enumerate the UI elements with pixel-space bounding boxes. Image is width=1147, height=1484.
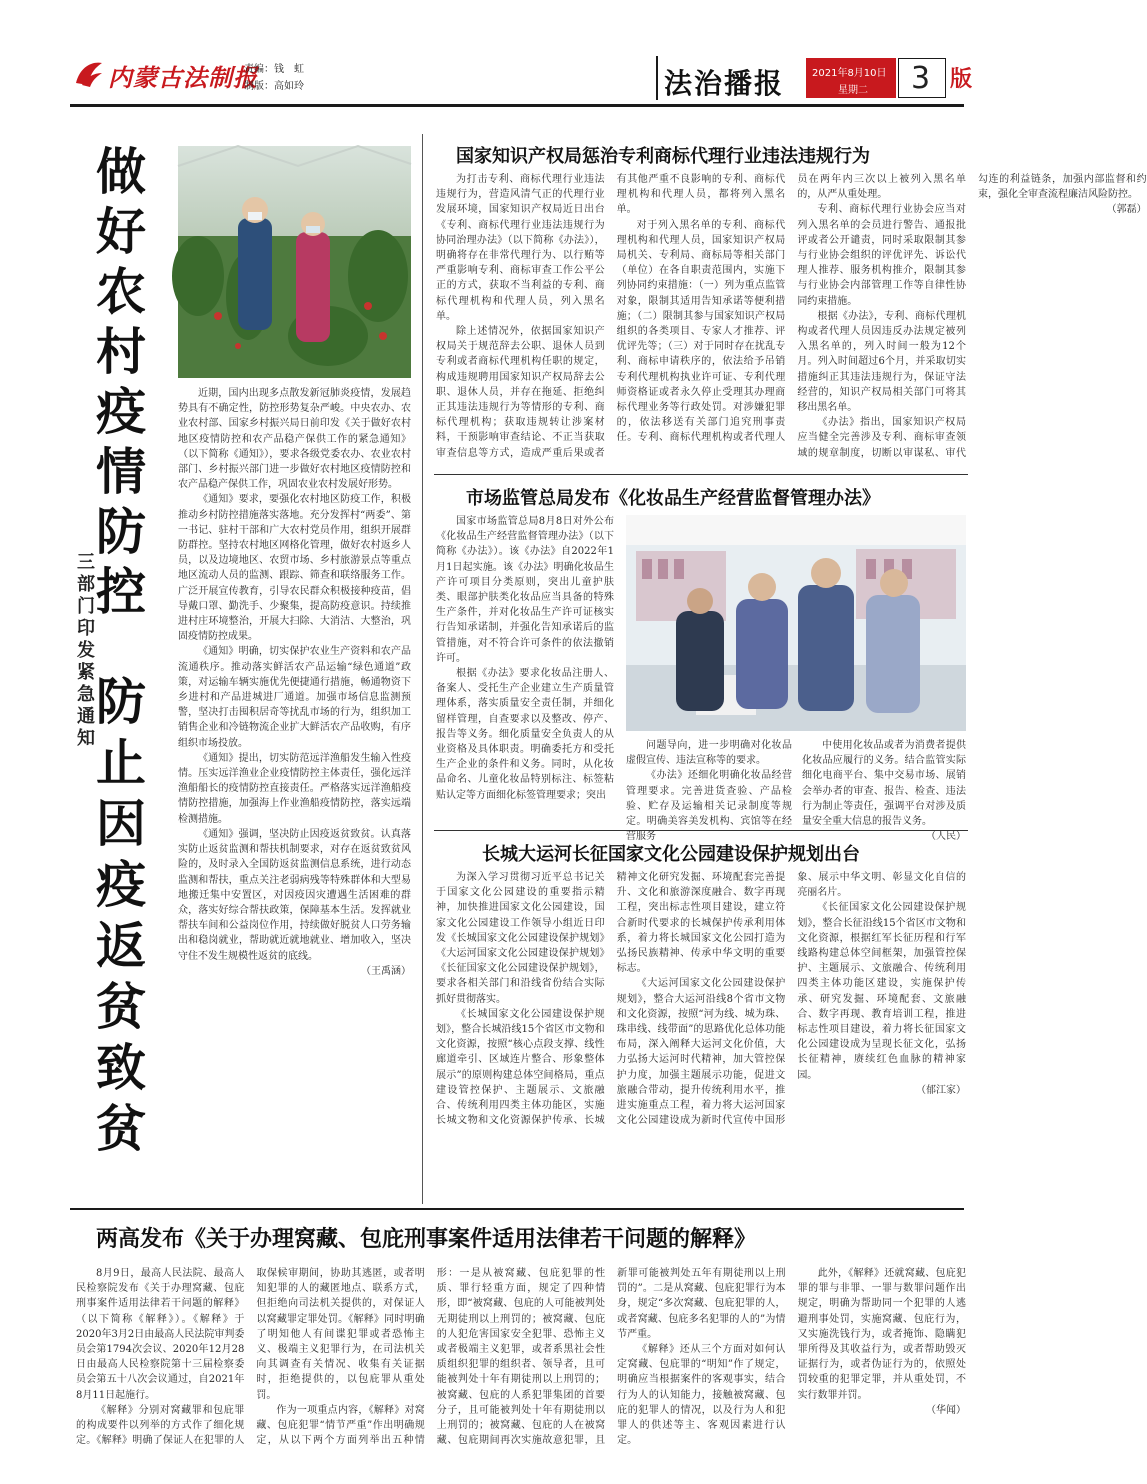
- ip-title: 国家知识产权局惩治专利商标代理行业违法违规行为: [456, 146, 870, 167]
- ip-paragraph: 《办法》指出，国家知识产权局应当健全完善涉及专利、商标审查领域的规章制度，切断以审谋私、审代勾连的利益链条，加强内部监督和约束，强化全审查流程廉洁风险防控。: [797, 174, 1147, 459]
- epidemic-title-part2: 防止因疫返贫致贫: [96, 673, 146, 1158]
- cosmetics-title: 市场监管总局发布《化妆品生产经营监督管理办法》: [466, 488, 880, 509]
- cosmetics-divider: [434, 830, 968, 831]
- epidemic-byline: （王禹涵）: [361, 965, 411, 977]
- section-divider: [656, 56, 658, 100]
- canal-paragraph: 《长征国家文化公园建设保护规划》，整合长征沿线15个省区市文物和文化资源，根据红军长征历程和行军线路构建总体空间框架，加强管控保护、主题展示、文旅融合、传统利用四类主体功能区建设，实施保护传承、研究发掘、环境配套、文旅融合、数字再现、教育培训工程，推进标志性项目建设，着力将长征国家文化公园建设成为呈现长征文化，弘扬长征精神，赓续红色血脉的精神家园。: [797, 902, 966, 1081]
- page-number-box: [898, 58, 946, 98]
- paper-name: 内蒙古法制报: [108, 64, 258, 92]
- masthead-rule: [70, 104, 964, 107]
- cosmetics-photo: [626, 515, 966, 731]
- page-suffix: 版: [950, 67, 973, 92]
- epidemic-body: [178, 386, 411, 1126]
- law-byline: （华闻）: [925, 1404, 966, 1416]
- canal-body: [436, 870, 966, 1198]
- canal-paragraph: 为深入学习贯彻习近平总书记关于国家文化公园建设的重要指示精神，加快推进国家文化公园建设，国家文化公园建设工作领导小组近日印发《长城国家文化公园建设保护规划》《大运河国家文化公园建设保护规划》《长征国家文化公园建设保护规划》，要求各相关部门和沿线省份结合实际抓好贯彻落实。: [436, 872, 605, 1005]
- ip-divider: [434, 474, 968, 475]
- epidemic-paragraph: 《通知》明确，切实保护农业生产资料和农产品流通秩序。推动落实鲜活农产品运输“绿色通道”政策，对运输车辆实施优先便捷通行措施，畅通物资下乡进村和产品进城进厂通道。加强市场信息监测预警，坚决打击囤积居奇等扰乱市场的行为，组织加工销售企业和冷链物流企业扩大鲜活农产品收购，有序组织市场投放。: [178, 646, 411, 749]
- canal-title: 长城大运河长征国家文化公园建设保护规划出台: [482, 844, 860, 865]
- masthead: [0, 0, 1024, 118]
- epidemic-title-part1: 做好农村疫情防控: [96, 143, 146, 621]
- cosmetics-col1: [436, 514, 614, 822]
- law-body: [76, 1266, 966, 1476]
- epidemic-paragraph: 《通知》提出，切实防范远洋渔船发生输入性疫情。压实远洋渔业企业疫情防控主体责任，强化远洋渔船船长的疫情防控直接责任。严格落实远洋渔船疫情防控措施，加强海上作业渔船疫情防控，落实远端检测措施。: [178, 752, 411, 825]
- canal-paragraph: 《大运河国家文化公园建设保护规划》，整合大运河沿线8个省市文物和文化资源，按照“河为线、城为珠、珠串线、线带面”的思路优化总体功能布局，深入阐释大运河文化价值，大力弘扬大运河时代精神，加大管控保护力度，加强主题展示功能，促进文旅融合带动，提升传统利用水平，推进实施重点工程，着力将大运河国家文化公园建设成为新时代宣传中国形象、展示中华文明、彰显文化自信的亮丽名片。: [616, 872, 966, 1127]
- ip-byline: （郭磊）: [1106, 204, 1147, 216]
- ip-paragraph: 除上述情况外，依据国家知识产权局关于规范辞去公职、退休人员到专利或者商标代理机构任职的规定，构成违规聘用国家知识产权局辞去公职、退休人员，并存在拖延、拒绝纠正其违法违规行为等情形的专利、商标代理机构；获取违规转让涉案材料，干预影响审查结论、不正当获取审查信息等方式，造成严重后果或者有其他严重不良影响的专利、商标代理机构和代理人员，都将列入黑名单。: [436, 174, 786, 459]
- cosmetics-paragraph: 问题导向，进一步明确对化妆品虚假宣传、违法宣称等的要求。: [626, 740, 792, 767]
- canal-byline: （郁江家）: [915, 1084, 966, 1096]
- column-divider: [422, 134, 423, 1204]
- law-paragraph: 此外，《解释》还就窝藏、包庇犯罪的罪与非罪、一罪与数罪问题作出规定，明确为帮助同一个犯罪的人逃避刑事处罚，实施窝藏、包庇行为，又实施洗钱行为，或者掩饰、隐瞒犯罪所得及其收益行为，或者帮助毁灭证据行为，或者伪证行为的，依照处罚较重的犯罪定罪，并从重处罚，不实行数罪并罚。: [797, 1268, 966, 1401]
- editor-label: 责编：钱 虹: [244, 64, 304, 75]
- epidemic-paragraph: 《通知》要求，要强化农村地区防疫工作，积极推动乡村防控措施落实落地。充分发挥村“两委”、第一书记、驻村干部和广大农村党员作用，组织开展群防群控。坚持农村地区网格化管理，做好农村返乡人员，以及边境地区、农贸市场、乡村旅游景点等重点地区流动人员的监测、跟踪、筛查和联络服务工作。广泛开展宣传教育，引导农民群众积极接种疫苗，倡导戴口罩、勤洗手、少聚集，提高防疫意识。持续推进村庄环境整治，开展大扫除、大消洁、大整治，巩固疫情防控成果。: [178, 494, 411, 643]
- cosmetics-photo-art: [626, 515, 966, 731]
- production-label: 制版：高如玲: [244, 81, 304, 92]
- ip-paragraph: 对于列入黑名单的专利、商标代理机构和代理人员，国家知识产权局局机关、专利局、商标局等相关部门（单位）在各自职责范围内，实施下列协同约束措施：（一）列为重点监管对象，限制其适用告知承诺等便利措施；（二）限制其参与国家知识产权局组织的各类项目、专家人才推荐、评优评先等；（三）对于同时存在扰乱专利、商标申请秩序的，依法给予吊销专利代理机构执业许可证、专利代理师资格证或者永久停止受理其办理商标代理业务等行政处罚。对涉嫌犯罪的，依法移送有关部门追究刑事责任。专利、商标代理机构或者代理人员在两年内三次以上被列入黑名单的，从严从重处理。: [616, 174, 966, 444]
- page-number: 3: [911, 61, 931, 96]
- issue-date: 2021年8月10日: [812, 68, 887, 79]
- section-title: 法治播报: [664, 67, 785, 100]
- date-block: [806, 58, 896, 98]
- law-paragraph: 《解释》还从三个方面对如何认定窝藏、包庇罪的“明知”作了规定，明确应当根据案件的客观事实，结合行为人的认知能力，接触被窝藏、包庇的犯罪人的情况，以及行为人和犯罪人的供述等主、客观因素进行认定。: [617, 1344, 786, 1447]
- epidemic-photo: [178, 146, 411, 378]
- ip-body: [436, 172, 1147, 468]
- ip-paragraph: 专利、商标代理行业协会应当对列入黑名单的会员进行警告、通报批评或者公开谴责，同时采取限制其参与行业协会组织的评优评先、诉讼代理人推荐、服务机构推介，限制其参与行业协会内部管理工作等自律性协同约束措施。: [797, 204, 966, 307]
- cosmetics-paragraph: 根据《办法》要求化妆品注册人、备案人、受托生产企业建立生产质量管理体系，落实质量安全责任制，并细化留样管理，自查要求以及整改、停产、报告等义务。细化质量安全负责人的从业资格及具体职责。明确委托方和受托生产企业的条件和义务。同时，从化妆品命名、儿童化妆品特别标注、标签粘贴认定等方面细化标签管理要求；突出: [436, 668, 614, 801]
- cosmetics-paragraph: 国家市场监管总局8月8日对外公布《化妆品生产经营监督管理办法》（以下简称《办法》）。该《办法》自2022年1月1日起实施。该《办法》明确化妆品生产许可项目分类原则，突出儿童护肤类、眼部护肤类化妆品应当具备的特殊生产条件，并对化妆品生产许可证核实行告知承诺制，并强化告知承诺后的监管措施，对不符合许可条件的依法撤销许可。: [436, 516, 614, 664]
- cosmetics-col3: [802, 738, 966, 843]
- cosmetics-paragraph: 《办法》还细化明确化妆品经营管理要求。完善进货查验、产品检验、贮存及运输相关记录制度等规定。明确美容美发机构、宾馆等在经营服务: [626, 770, 792, 843]
- canal-paragraph: 《长城国家文化公园建设保护规划》，整合长城沿线15个省区市文物和文化资源，按照“核心点段支撑、线性廊道牵引、区域连片整合、形象整体展示”的原则构建总体空间格局，重点建设管控保护、主题展示、文旅融合、传统利用四类主体功能区，实施长城文物和文化资源保护传承、长城精神文化研究发掘、环境配套完善提升、文化和旅游深度融合、数字再现工程，突出标志性项目建设，建立符合新时代要求的长城保护传承利用体系，着力将长城国家文化公园打造为弘扬民族精神、传承中华文明的重要标志。: [436, 872, 786, 1127]
- bottom-section-rule: [70, 1208, 964, 1210]
- ip-paragraph: 为打击专利、商标代理行业违法违规行为，营造风清气正的代理行业发展环境，国家知识产权局近日出台《专利、商标代理行业违法违规行为协同治理办法》（以下简称《办法》），明确将存在非常代理行为、以行贿等严重影响专利、商标审查工作公平公正的方式，获取不当利益的专利、商标代理机构和代理人员，列入黑名单。: [436, 174, 605, 322]
- issue-weekday: 星期二: [838, 85, 868, 96]
- law-paragraph: 8月9日，最高人民法院、最高人民检察院发布《关于办理窝藏、包庇刑事案件适用法律若干问题的解释》（以下简称《解释》）。《解释》于2020年3月2日由最高人民法院审判委员会第1794次会议、2020年12月28日由最高人民检察院第十三届检察委员会第五十八次会议通过，自2021年8月11日起施行。: [76, 1268, 245, 1401]
- epidemic-paragraph: 《通知》强调，坚决防止因疫返贫致贫。认真落实防止返贫监测和帮扶机制要求，对存在返贫致贫风险的，及时录入全国防返贫监测信息系统，进行动态监测和帮扶，重点关注老弱病残等特殊群体和大型易地搬迁集中安置区，对因疫因灾遭遇生活困难的群众，落实好综合帮扶政策，保障基本生活。发挥就业帮扶车间和公益岗位作用，持续做好脱贫人口劳务输出和稳岗就业，帮助就近就地就业、增加收入，坚决守住不发生规模性返贫的底线。: [178, 828, 411, 962]
- law-paragraph: 《解释》分别对窝藏罪和包庇罪的构成要件以列举的方式作了细化规定。《解释》明确了保证人在犯罪的人取保候审期间，协助其逃匿，或者明知犯罪的人的藏匿地点、联系方式，但拒绝向司法机关提供的，对保证人以窝藏罪定罪处罚。《解释》同时明确了明知他人有间谍犯罪或者恐怖主义、极端主义犯罪行为，在司法机关向其调查有关情况、收集有关证据时，拒绝提供的，以包庇罪从重处罚。: [76, 1268, 425, 1447]
- cosmetics-col2: [626, 738, 792, 843]
- epidemic-photo-art: [178, 146, 411, 378]
- cosmetics-paragraph: 中使用化妆品或者为消费者提供化妆品应履行的义务。结合监管实际细化电商平台、集中交易市场、展销会举办者的审查、报告、检查、违法行为制止等责任，强调平台对涉及质量安全重大信息的报告义务。: [802, 740, 966, 828]
- ip-paragraph: 根据《办法》，专利、商标代理机构或者代理人员因违反办法规定被列入黑名单的，列入时间一般为12个月。列入时间超过6个月，并采取切实措施纠正其违法违规行为，保证守法经营的，知识产权局相关部门可将其移出黑名单。: [797, 310, 966, 414]
- epidemic-paragraph: 近期，国内出现多点散发新冠肺炎疫情，发展趋势具有不确定性，防控形势复杂严峻。中央农办、农业农村部、国家乡村振兴局日前印发《关于做好农村地区疫情防控和农产品稳产保供工作的紧急通知》（以下简称《通知》），要求各级党委农办、农业农村部门、乡村振兴部门进一步做好农村地区疫情防控和农产品稳产保供工作，巩固农业农村发展好形势。: [178, 388, 411, 491]
- law-title: 两高发布《关于办理窝藏、包庇刑事案件适用法律若干问题的解释》: [96, 1227, 757, 1252]
- cosmetics-byline: （人民）: [926, 831, 966, 843]
- law-paragraph: 作为一项重点内容，《解释》对窝藏、包庇犯罪“情节严重”作出明确规定，从以下两个方面列举出五种情形：一是从被窝藏、包庇犯罪的性质、罪行轻重方面，规定了四种情形，即“被窝藏、包庇的人可能被判处无期徒刑以上刑罚的；被窝藏、包庇的人犯危害国家安全犯罪、恐怖主义或者极端主义犯罪，或者系黑社会性质组织犯罪的组织者、领导者，且可能被判处十年有期徒刑以上刑罚的；被窝藏、包庇的人系犯罪集团的首要分子，且可能被判处十年有期徒刑以上刑罚的；被窝藏、包庇的人在被窝藏、包庇期间再次实施故意犯罪，且新罪可能被判处五年有期徒刑以上刑罚的”。二是从窝藏、包庇犯罪行为本身，规定“多次窝藏、包庇犯罪的人，或者窝藏、包庇多名犯罪的人的”为情节严重。: [256, 1268, 786, 1447]
- epidemic-subtitle: 三部门印发紧急通知: [77, 552, 95, 749]
- paper-logo-icon: [72, 57, 106, 91]
